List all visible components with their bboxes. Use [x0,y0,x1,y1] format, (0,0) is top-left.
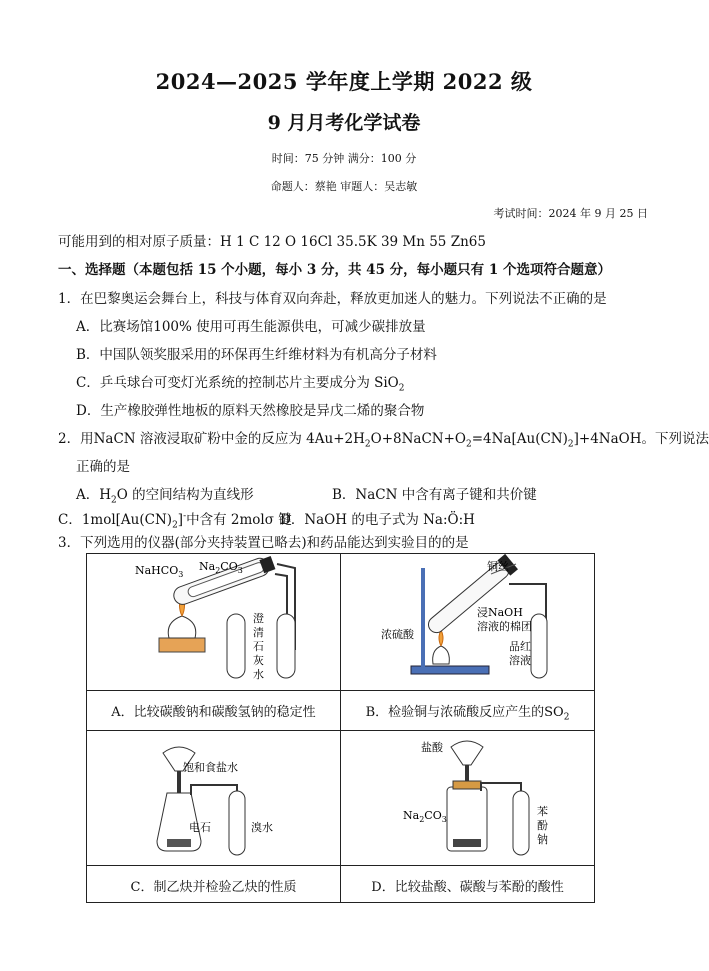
label-naoh-1: 浸NaOH [477,606,523,619]
time-score: 时间：75 分钟 满分：100 分 [271,152,417,165]
test-tube [531,614,547,678]
label-limewater-3: 石 [253,640,264,653]
caption-d: D．比较盐酸、碳酸与苯酚的酸性 [371,880,564,895]
bottle-stopper [453,781,481,789]
exam-date: 考试时间：2024 年 9 月 25 日 [493,207,648,220]
stand-rod [421,568,425,668]
apparatus-a-diagram [87,554,340,690]
q2-stem: 2．用NaCN 溶液浸取矿粉中金的反应为 $4Au+2H_2O+8NaCN+O_2=4Na[Au(CN)_2]+4NaOH$。下列说法 [58,431,709,450]
caption-b: B．检验铜与浓硫酸反应产生的$SO_2$ [365,705,570,723]
q1-option-b: B．中国队领奖服采用的环保再生纤维材料为有机高分子材料 [76,347,437,363]
label-limewater-4: 灰 [253,654,264,667]
label-phenolate-1: 苯 [537,805,548,818]
test-tube [513,791,529,855]
caption-c: C．制乙炔并检验乙炔的性质 [130,880,297,895]
label-fuchsin-2: 溶液 [509,654,531,667]
label-naoh-2: 溶液的棉团 [477,620,532,633]
separatory-funnel [451,741,483,765]
label-sulfuric-acid: 浓硫酸 [381,628,414,641]
label-copper-wire: 铜丝 [487,560,509,573]
atomic-masses: 可能用到的相对原子质量：H 1 C 12 O 16Cl 35.5K 39 Mn 55 Zn65 [58,234,486,250]
label-bromine-water: 溴水 [251,821,273,834]
q3-stem: 3．下列选用的仪器(部分夹持装置已略去)和药品能达到实验目的的是 [58,535,469,551]
label-nahco3: NaHCO$_3$ [135,564,184,579]
apparatus-d-diagram [341,731,595,865]
label-na2co3: $Na_2CO_3$ [403,809,447,824]
carbide-solid [167,839,191,847]
grid-divider [87,865,594,866]
label-carbide: 电石 [189,821,211,834]
test-tube-left [227,614,245,678]
label-phenolate-2: 酚 [537,819,548,832]
q2-option-b: B．NaCN 中含有离子键和共价键 [332,487,537,503]
carbonate-solid [453,839,481,847]
test-tube-right [277,614,295,678]
caption-a: A．比较碳酸钠和碳酸氢钠的稳定性 [111,705,316,720]
authors: 命题人：蔡艳 审题人：吴志敏 [270,180,418,193]
label-fuchsin-1: 品红 [509,640,531,653]
q3-apparatus-grid [86,553,595,903]
label-limewater-5: 水 [253,668,264,681]
q2-option-a: A．$H_2O$ 的空间结构为直线形 [76,487,254,506]
q1-option-d: D．生产橡胶弹性地板的原料天然橡胶是异戊二烯的聚合物 [76,403,425,419]
grid-divider [87,690,594,691]
label-hcl: 盐酸 [421,741,443,754]
apparatus-b-diagram [341,554,595,690]
wood-block [159,638,205,652]
alcohol-lamp [433,646,450,664]
test-tube [229,791,245,855]
exam-subtitle: 9 月月考化学试卷 [267,112,421,134]
apparatus-c-diagram [87,731,340,865]
q1-stem: 1．在巴黎奥运会舞台上，科技与体育双向奔赴，释放更加迷人的魅力。下列说法不正确的是 [58,291,607,307]
alcohol-lamp [168,616,196,638]
q2-option-c: C．$1mol[Au(CN)_2]^-$中含有 2molσ 键 [58,511,292,531]
q2-option-d: D．NaOH 的电子式为 Na:Ö:H [280,512,475,528]
label-brine: 饱和食盐水 [183,761,238,774]
section-heading: 一、选择题（本题包括 15 个小题，每小 3 分，共 45 分，每小题只有 1 个选项符合题意） [58,262,611,278]
label-phenolate-3: 钠 [537,833,548,846]
label-limewater-2: 清 [253,626,264,639]
exam-title: 2024—2025 学年度上学期 2022 级 [155,69,533,94]
q2-stem-cont: 正确的是 [76,459,130,475]
label-na2co3: $Na_2CO_3$ [199,560,243,575]
label-limewater-1: 澄 [253,612,264,625]
q1-option-c: C．乒乓球台可变灯光系统的控制芯片主要成分为 SiO$_2$ [76,375,405,394]
q1-option-a: A．比赛场馆100% 使用可再生能源供电，可减少碳排放量 [76,319,426,335]
